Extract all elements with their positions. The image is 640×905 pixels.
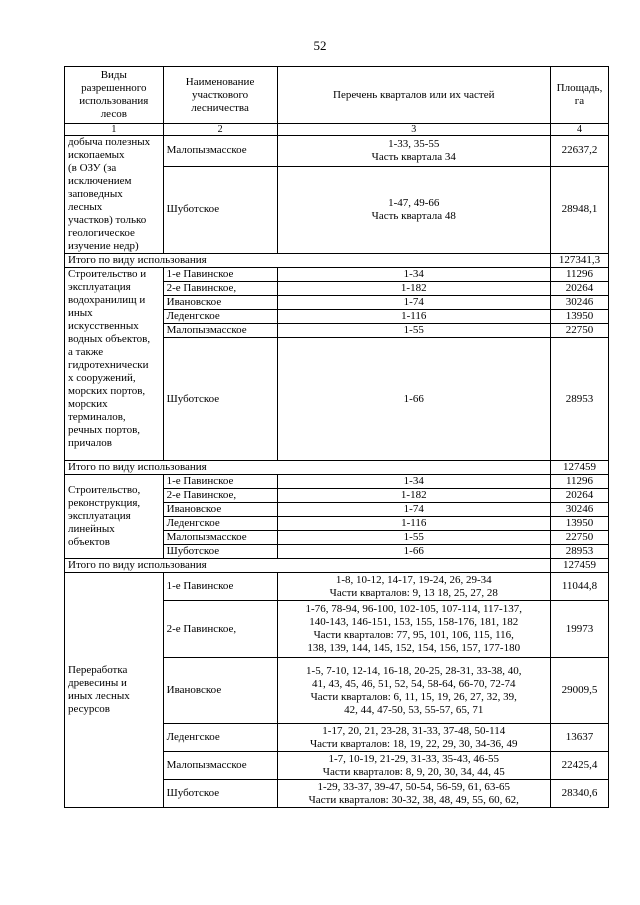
forestry-cell: 2-е Павинское, xyxy=(163,601,277,658)
blocks-cell: 1-182 xyxy=(277,282,551,296)
use-type-cell: Строительство, реконструкция, эксплуатация линейных объектов xyxy=(65,475,164,559)
forestry-cell: Шуботское xyxy=(163,545,277,559)
blocks-cell: 1-116 xyxy=(277,517,551,531)
use-type-cell: Переработка древесины и иных лесных ресурсов xyxy=(65,573,164,808)
forestry-cell: Шуботское xyxy=(163,338,277,461)
blocks-cell: 1-29, 33-37, 39-47, 50-54, 56-59, 61, 63-65 Части кварталов: 30-32, 38, 48, 49, 55, 60, 62, xyxy=(277,780,551,808)
area-cell: 22637,2 xyxy=(551,136,609,167)
forestry-cell: 2-е Павинское, xyxy=(163,282,277,296)
blocks-cell: 1-55 xyxy=(277,531,551,545)
forestry-cell: Малопызмасское xyxy=(163,531,277,545)
area-cell: 30246 xyxy=(551,503,609,517)
blocks-cell: 1-66 xyxy=(277,545,551,559)
column-number: 4 xyxy=(551,124,609,136)
table-row xyxy=(65,475,609,489)
forestry-cell: Шуботское xyxy=(163,780,277,808)
total-row xyxy=(65,559,609,573)
area-cell: 13950 xyxy=(551,310,609,324)
blocks-cell: 1-76, 78-94, 96-100, 102-105, 107-114, 117-137, 140-143, 146-151, 153, 155, 158-176, 181, 182 Части кварталов: 77, 95, 101, 106, 115, 116, 138, 139, 144, 145, 152, 154, 156, 157, 177-180 xyxy=(277,601,551,658)
column-number: 1 xyxy=(65,124,164,136)
blocks-cell: 1-74 xyxy=(277,503,551,517)
blocks-cell: 1-182 xyxy=(277,489,551,503)
blocks-cell: 1-74 xyxy=(277,296,551,310)
forestry-cell: Шуботское xyxy=(163,166,277,253)
area-cell: 28948,1 xyxy=(551,166,609,253)
total-label: Итого по виду использования xyxy=(65,461,551,475)
forestry-cell: 2-е Павинское, xyxy=(163,489,277,503)
header-forestry: Наименование участкового лесничества xyxy=(163,67,277,124)
area-cell: 11296 xyxy=(551,268,609,282)
blocks-cell: 1-116 xyxy=(277,310,551,324)
table-row xyxy=(65,268,609,282)
area-cell: 29009,5 xyxy=(551,658,609,724)
page-number: 52 xyxy=(313,38,327,53)
area-cell: 28340,6 xyxy=(551,780,609,808)
header-row xyxy=(65,67,609,124)
forestry-cell: 1-е Павинское xyxy=(163,573,277,601)
area-cell: 28953 xyxy=(551,338,609,461)
table-row xyxy=(65,136,609,167)
forestry-cell: Леденгское xyxy=(163,724,277,752)
area-cell: 20264 xyxy=(551,489,609,503)
area-cell: 30246 xyxy=(551,296,609,310)
area-cell: 11044,8 xyxy=(551,573,609,601)
use-type-cell: Строительство и эксплуатация водохранилищ и иных искусственных водных объектов, а также гидротехнически х сооружений, морских портов, морских терминалов, речных портов, причалов xyxy=(65,268,164,461)
forestry-cell: Ивановское xyxy=(163,503,277,517)
area-cell: 11296 xyxy=(551,475,609,489)
blocks-cell: 1-34 xyxy=(277,475,551,489)
total-row xyxy=(65,461,609,475)
blocks-cell: 1-55 xyxy=(277,324,551,338)
area-cell: 22425,4 xyxy=(551,752,609,780)
forestry-cell: Малопызмасское xyxy=(163,324,277,338)
total-value: 127459 xyxy=(551,559,609,573)
forestry-cell: Леденгское xyxy=(163,310,277,324)
table-row xyxy=(65,573,609,601)
blocks-cell: 1-17, 20, 21, 23-28, 31-33, 37-48, 50-114 Части кварталов: 18, 19, 22, 29, 30, 34-36, 49 xyxy=(277,724,551,752)
blocks-cell: 1-8, 10-12, 14-17, 19-24, 26, 29-34 Части кварталов: 9, 13 18, 25, 27, 28 xyxy=(277,573,551,601)
blocks-cell: 1-34 xyxy=(277,268,551,282)
area-cell: 13950 xyxy=(551,517,609,531)
column-number-row xyxy=(65,124,609,136)
header-area: Площадь, га xyxy=(551,67,609,124)
forestry-cell: Ивановское xyxy=(163,296,277,310)
total-value: 127459 xyxy=(551,461,609,475)
forestry-cell: Малопызмасское xyxy=(163,136,277,167)
blocks-cell: 1-5, 7-10, 12-14, 16-18, 20-25, 28-31, 33-38, 40, 41, 43, 45, 46, 51, 52, 54, 58-64, 66-70, 72-74 Части кварталов: 6, 11, 15, 19, 26, 27, 32, 39, 42, 44, 47-50, 53, 55-57, 65, 71 xyxy=(277,658,551,724)
blocks-cell: 1-7, 10-19, 21-29, 31-33, 35-43, 46-55 Части кварталов: 8, 9, 20, 30, 34, 44, 45 xyxy=(277,752,551,780)
forest-use-table xyxy=(64,66,609,808)
column-number: 2 xyxy=(163,124,277,136)
area-cell: 22750 xyxy=(551,324,609,338)
header-use-type: Виды разрешенного использования лесов xyxy=(65,67,164,124)
total-value: 127341,3 xyxy=(551,254,609,268)
forestry-cell: 1-е Павинское xyxy=(163,268,277,282)
forestry-cell: Леденгское xyxy=(163,517,277,531)
column-number: 3 xyxy=(277,124,551,136)
area-cell: 28953 xyxy=(551,545,609,559)
forestry-cell: Малопызмасское xyxy=(163,752,277,780)
area-cell: 20264 xyxy=(551,282,609,296)
total-label: Итого по виду использования xyxy=(65,559,551,573)
area-cell: 13637 xyxy=(551,724,609,752)
area-cell: 22750 xyxy=(551,531,609,545)
area-cell: 19973 xyxy=(551,601,609,658)
blocks-cell: 1-47, 49-66 Часть квартала 48 xyxy=(277,166,551,253)
total-label: Итого по виду использования xyxy=(65,254,551,268)
blocks-cell: 1-33, 35-55 Часть квартала 34 xyxy=(277,136,551,167)
use-type-cell: добыча полезных ископаемых (в ОЗУ (за исключением заповедных лесных участков) только геологическое изучение недр) xyxy=(65,136,164,254)
forestry-cell: Ивановское xyxy=(163,658,277,724)
blocks-cell: 1-66 xyxy=(277,338,551,461)
header-blocks: Перечень кварталов или их частей xyxy=(277,67,551,124)
forestry-cell: 1-е Павинское xyxy=(163,475,277,489)
total-row xyxy=(65,254,609,268)
